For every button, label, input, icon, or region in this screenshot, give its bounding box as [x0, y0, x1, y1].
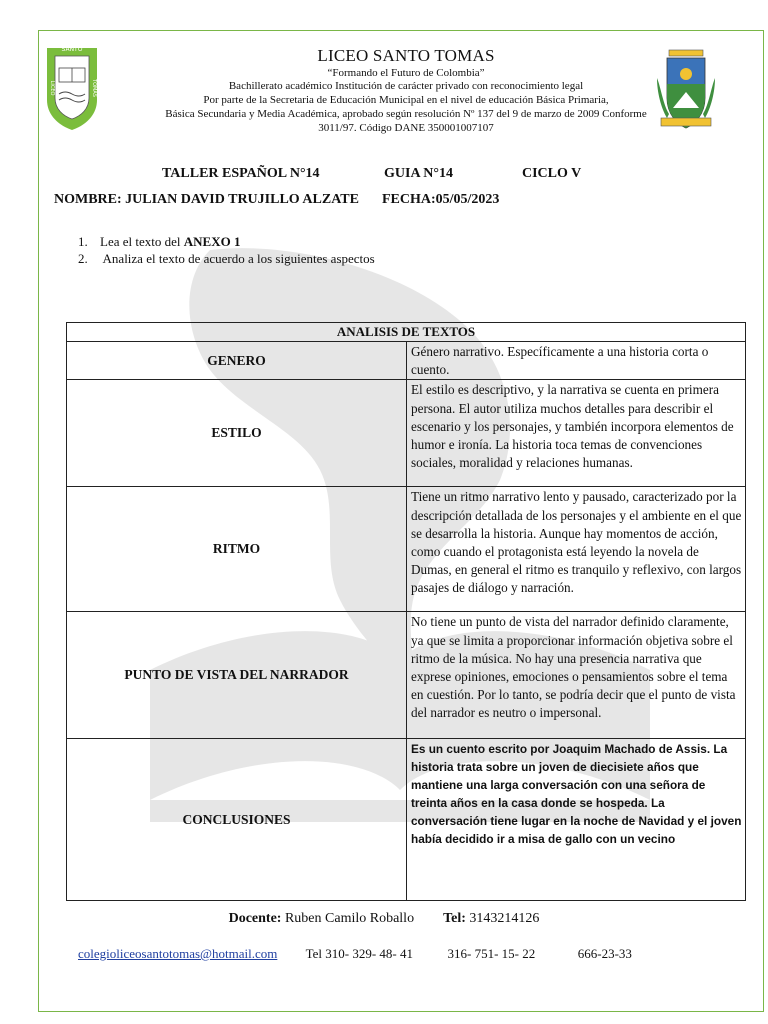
table-title: ANALISIS DE TEXTOS [67, 323, 746, 342]
school-header [100, 46, 712, 135]
row-label-genero: GENERO [67, 342, 407, 380]
ciclo-label: CICLO V [522, 166, 582, 181]
row-text-punto-de-vista: No tiene un punto de vista del narrador definido claramente, ya que se limita a proporcionar información objetiva sobre el ritmo de la música. No hay una presencia narrativa que exprese opiniones, emociones o pensamientos sobre el tema en cuestión. Por lo tanto, se podría decir que el punto de vista del narrador es neutro o impersonal. [407, 612, 746, 739]
student-row [54, 192, 499, 208]
student-name: NOMBRE: JULIAN DAVID TRUJILLO ALZATE [54, 192, 359, 207]
crest-side-left-text: LICEO [49, 80, 55, 96]
table-row [67, 612, 746, 739]
row-label-conclusiones: CONCLUSIONES [67, 739, 407, 901]
instruction-text: Lea el texto del [100, 234, 184, 249]
table-row [67, 342, 746, 380]
instructions-list [78, 233, 375, 267]
instruction-item [78, 250, 375, 267]
taller-label: TALLER ESPAÑOL N°14 [162, 166, 320, 181]
docente-label: Docente: [228, 911, 282, 926]
date-field: FECHA:05/05/2023 [381, 192, 500, 207]
footer-docente [0, 911, 768, 927]
school-motto: “Formando el Futuro de Colombia” [327, 67, 485, 79]
docente-name: Ruben Camilo Roballo [281, 911, 415, 926]
header-line-4: 3011/97. Código DANE 350001007107 [318, 122, 494, 134]
tel-value: 3143214126 [465, 911, 540, 926]
row-text-genero: Género narrativo. Específicamente a una historia corta o cuento. [407, 342, 746, 380]
row-text-ritmo: Tiene un ritmo narrativo lento y pausado, caracterizado por la descripción detallada de los personajes y el ambiente en el que se desarrolla la historia. Aunque hay momentos de acción, como cuando el protagonista está leyendo la novela de Dumas, en general el ritmo es tranquilo y reflexivo, con largos pasajes de diálogo y narración. [407, 487, 746, 612]
row-label-estilo: ESTILO [67, 380, 407, 487]
header-line-1: Bachillerato académico Institución de carácter privado con reconocimiento legal [228, 80, 584, 92]
row-text-conclusiones: Es un cuento escrito por Joaquim Machado de Assis. La historia trata sobre un joven de diecisiete años que mantiene una larga conversación con una señora de treinta años en la casa donde se hospeda. La conversación tiene lugar en la noche de Navidad y el joven había decidido ir a misa de gallo con un vecino [407, 739, 746, 901]
tel-label: Tel: [443, 911, 466, 926]
header-line-2: Por parte de la Secretaria de Educación Municipal en el nivel de educación Básica Primaria, [203, 94, 609, 106]
header-line-3: Básica Secundaria y Media Académica, aprobado según resolución Nº 137 del 9 de marzo de 2009 Conforme [165, 108, 647, 120]
instruction-number: 1. [78, 234, 88, 249]
phone-3: 666-23-33 [577, 946, 632, 961]
instruction-number: 2. [78, 251, 88, 266]
footer-contact [78, 946, 632, 962]
table-title-row [67, 323, 746, 342]
table-row [67, 380, 746, 487]
row-text-estilo: El estilo es descriptivo, y la narrativa se cuenta en primera persona. El autor utiliza muchos detalles para describir el escenario y los personajes, y también incorpora elementos de humor e ironía. La historia toca temas de convenciones sociales, moralidad y relaciones humanas. [407, 380, 746, 487]
instruction-text: Analiza el texto de acuerdo a los siguientes aspectos [100, 251, 375, 266]
row-label-punto-de-vista: PUNTO DE VISTA DEL NARRADOR [67, 612, 407, 739]
school-name: LICEO SANTO TOMAS [317, 46, 495, 65]
school-crest-left [44, 42, 100, 132]
row-label-ritmo: RITMO [67, 487, 407, 612]
phone-2: 316- 751- 15- 22 [447, 946, 536, 961]
analysis-table [66, 322, 746, 901]
table-row [67, 739, 746, 901]
instruction-item [78, 233, 375, 250]
instruction-bold: ANEXO 1 [183, 234, 241, 249]
crest-side-right-text: TOMAS [91, 79, 97, 97]
crest-top-text: SANTO [61, 46, 83, 53]
email-link[interactable]: colegioliceosantotomas@hotmail.com [78, 946, 278, 961]
table-row [67, 487, 746, 612]
phone-1: Tel 310- 329- 48- 41 [305, 946, 414, 961]
guia-label: GUIA N°14 [384, 166, 453, 181]
